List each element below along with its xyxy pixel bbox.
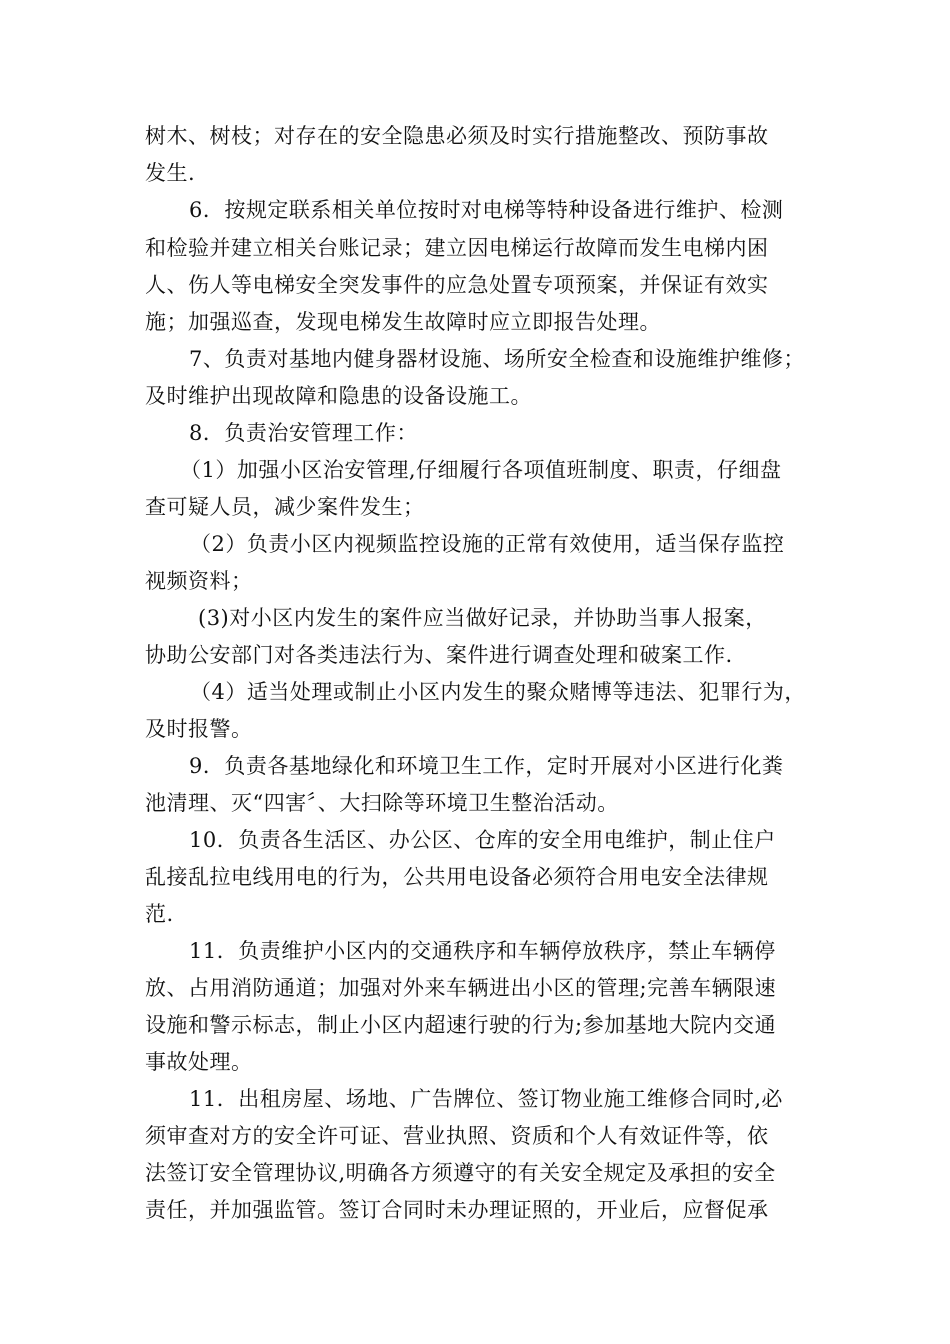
text-line: 范. — [145, 902, 174, 926]
text-line: 协助公安部门对各类违法行为、案件进行调查处理和破案工作. — [145, 643, 733, 667]
text-line: 8．负责治安管理工作： — [189, 421, 418, 445]
text-line: （1）加强小区治安管理,仔细履行各项值班制度、职责，仔细盘 — [180, 458, 782, 482]
text-line: 须审查对方的安全许可证、营业执照、资质和个人有效证件等，依 — [145, 1124, 769, 1148]
text-line: 发生. — [145, 161, 196, 185]
text-line: 10．负责各生活区、办公区、仓库的安全用电维护，制止住户 — [189, 828, 776, 852]
text-line: 责任，并加强监管。签订合同时未办理证照的，开业后，应督促承 — [145, 1198, 769, 1222]
text-line: （2）负责小区内视频监控设施的正常有效使用，适当保存监控 — [190, 532, 785, 556]
text-line: 和检验并建立相关台账记录；建立因电梯运行故障而发生电梯内困 — [145, 236, 769, 260]
text-line: 9．负责各基地绿化和环境卫生工作，定时开展对小区进行化粪 — [189, 754, 784, 778]
text-line: 11．出租房屋、场地、广告牌位、签订物业施工维修合同时,必 — [189, 1087, 783, 1111]
text-line: 施；加强巡查，发现电梯发生故障时应立即报告处理。 — [145, 310, 661, 334]
text-line: 池清理、灭“四害〞、大扫除等环境卫生整治活动。 — [145, 791, 619, 815]
text-line: 法签订安全管理协议,明确各方须遵守的有关安全规定及承担的安全 — [145, 1161, 776, 1185]
text-line: 及时报警。 — [145, 717, 253, 741]
text-line: (3)对小区内发生的案件应当做好记录，并协助当事人报案， — [198, 606, 767, 630]
text-line: 乱接乱拉电线用电的行为，公共用电设备必须符合用电安全法律规 — [145, 865, 769, 889]
text-line: 7、负责对基地内健身器材设施、场所安全检查和设施维护维修； — [189, 347, 805, 371]
text-line: 树木、树枝；对存在的安全隐患必须及时实行措施整改、预防事故 — [145, 124, 769, 148]
text-line: 人、伤人等电梯安全突发事件的应急处置专项预案，并保证有效实 — [145, 273, 769, 297]
text-line: 及时维护出现故障和隐患的设备设施工。 — [145, 384, 532, 408]
text-line: 事故处理。 — [145, 1050, 253, 1074]
text-line: 查可疑人员，减少案件发生； — [145, 495, 425, 519]
text-line: 6．按规定联系相关单位按时对电梯等特种设备进行维护、检测 — [189, 198, 784, 222]
text-line: 放、占用消防通道；加强对外来车辆进出小区的管理;完善车辆限速 — [145, 976, 777, 1000]
text-line: 11．负责维护小区内的交通秩序和车辆停放秩序，禁止车辆停 — [189, 939, 776, 963]
text-line: 视频资料； — [145, 569, 253, 593]
text-line: 设施和警示标志，制止小区内超速行驶的行为;参加基地大院内交通 — [145, 1013, 777, 1037]
text-line: （4）适当处理或制止小区内发生的聚众赌博等违法、犯罪行为， — [190, 680, 806, 704]
